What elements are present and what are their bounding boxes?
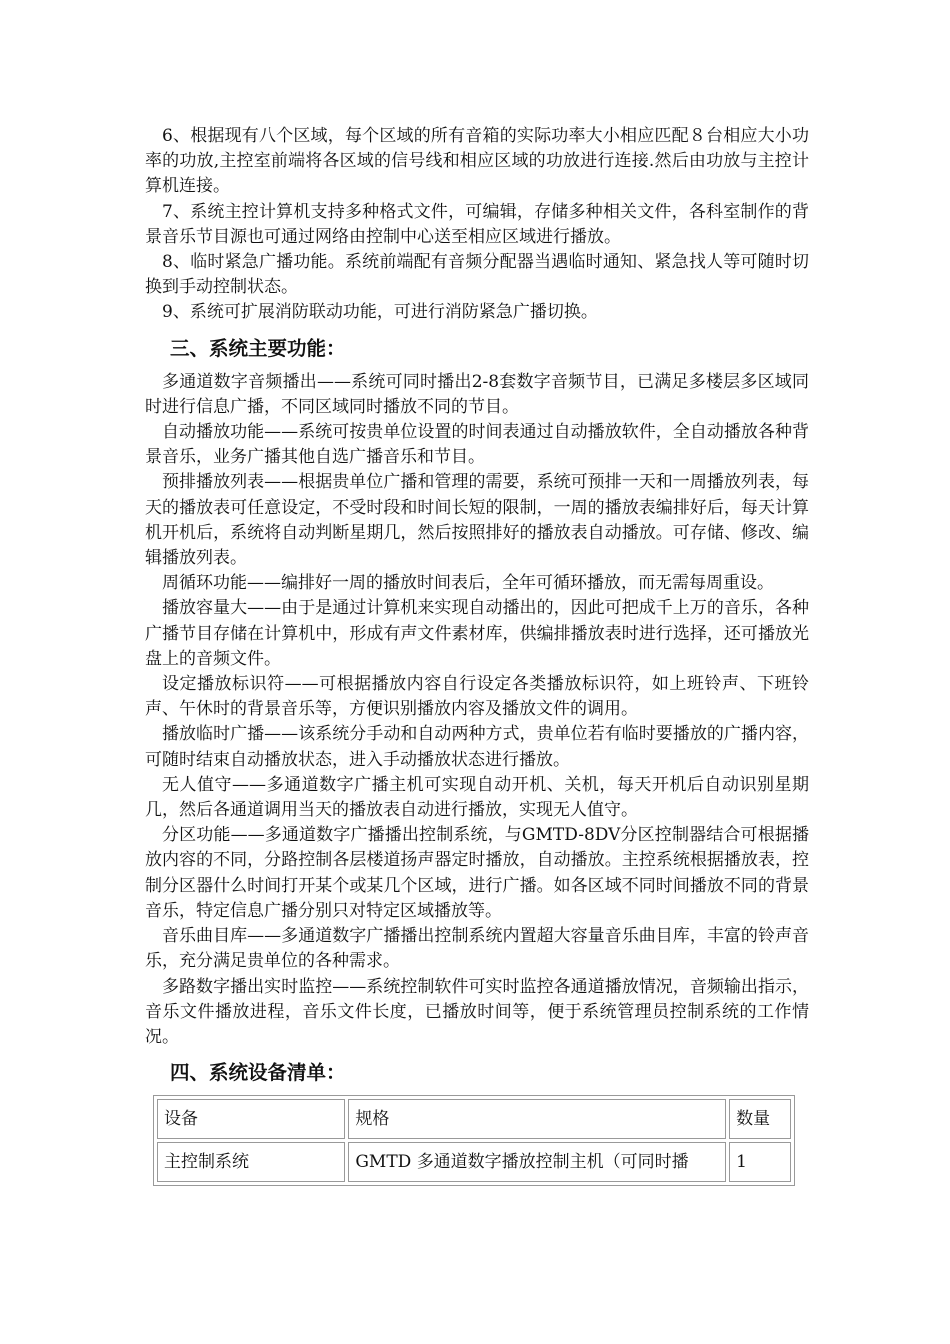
document-page [145,124,809,1186]
table-header-cell: 规格 [348,1099,726,1139]
function-paragraph: 无人值守——多通道数字广播主机可实现自动开机、关机，每天开机后自动识别星期几，然后各通道调用当天的播放表自动进行播放，实现无人值守。 [145,774,809,821]
function-paragraph: 播放容量大——由于是通过计算机来实现自动播出的，因此可把成千上万的音乐，各种广播节目存储在计算机中，形成有声文件素材库，供编排播放表时进行选择，还可播放光盘上的音频文件。 [145,598,809,669]
list-item: 8、临时紧急广播功能。系统前端配有音频分配器当遇临时通知、紧急找人等可随时切换到手动控制状态。 [145,252,809,298]
function-list [145,370,809,1050]
list-item: 9、系统可扩展消防联动功能，可进行消防紧急广播切换。 [162,302,598,323]
intro-list [145,124,809,326]
function-paragraph: 多路数字播出实时监控——系统控制软件可实时监控各通道播放情况，音频输出指示，音乐文件播放进程，音乐文件长度，已播放时间等，便于系统管理员控制系统的工作情况。 [145,976,809,1047]
table-cell: 1 [729,1142,791,1182]
list-item: 7、系统主控计算机支持多种格式文件，可编辑，存储多种相关文件，各科室制作的背景音乐节目源也可通过网络由控制中心送至相应区域进行播放。 [145,201,809,247]
function-paragraph: 分区功能——多通道数字广播播出控制系统，与GMTD-8DV分区控制器结合可根据播放内容的不同，分路控制各层楼道扬声器定时播放，自动播放。主控系统根据播放表，控制分区器什么时间打开某个或某几个区域，进行广播。如各区域不同时间播放不同的背景音乐，特定信息广播分别只对特定区域播放等。 [145,825,809,921]
section-heading: 四、系统设备清单： [170,1061,346,1085]
list-item: 6、根据现有八个区域，每个区域的所有音箱的实际功率大小相应匹配８台相应大小功率的功放,主控室前端将各区域的信号线和相应区域的功放进行连接.然后由功放与主控计算机连接。 [145,126,809,197]
table-header-cell: 数量 [729,1099,791,1139]
section-heading: 三、系统主要功能： [170,336,346,360]
function-paragraph: 周循环功能——编排好一周的播放时间表后，全年可循环播放，而无需每周重设。 [162,573,774,594]
function-paragraph: 音乐曲目库——多通道数字广播播出控制系统内置超大容量音乐曲目库，丰富的铃声音乐，充分满足贵单位的各种需求。 [145,926,809,972]
equipment-table [153,1095,795,1186]
function-paragraph: 多通道数字音频播出——系统可同时播出2-8套数字音频节目，已满足多楼层多区域同时进行信息广播，不同区域同时播放不同的节目。 [145,371,809,417]
function-paragraph: 设定播放标识符——可根据播放内容自行设定各类播放标识符，如上班铃声、下班铃声、午休时的背景音乐等，方便识别播放内容及播放文件的调用。 [145,674,809,720]
table-row [157,1142,791,1182]
table-header-row [157,1099,791,1139]
function-paragraph: 播放临时广播——该系统分手动和自动两种方式，贵单位若有临时要播放的广播内容，可随时结束自动播放状态，进入手动播放状态进行播放。 [145,724,809,770]
table-header-cell: 设备 [157,1099,345,1139]
table-cell: GMTD 多通道数字播放控制主机（可同时播 [348,1142,726,1182]
function-paragraph: 预排播放列表——根据贵单位广播和管理的需要，系统可预排一天和一周播放列表，每天的播放表可任意设定，不受时段和时间长短的限制，一周的播放表编排好后，每天计算机开机后，系统将自动判断星期几，然后按照排好的播放表自动播放。可存储、修改、编辑播放列表。 [145,472,809,569]
function-paragraph: 自动播放功能——系统可按贵单位设置的时间表通过自动播放软件，全自动播放各种背景音乐，业务广播其他自选广播音乐和节目。 [145,422,809,468]
table-cell: 主控制系统 [157,1142,345,1182]
